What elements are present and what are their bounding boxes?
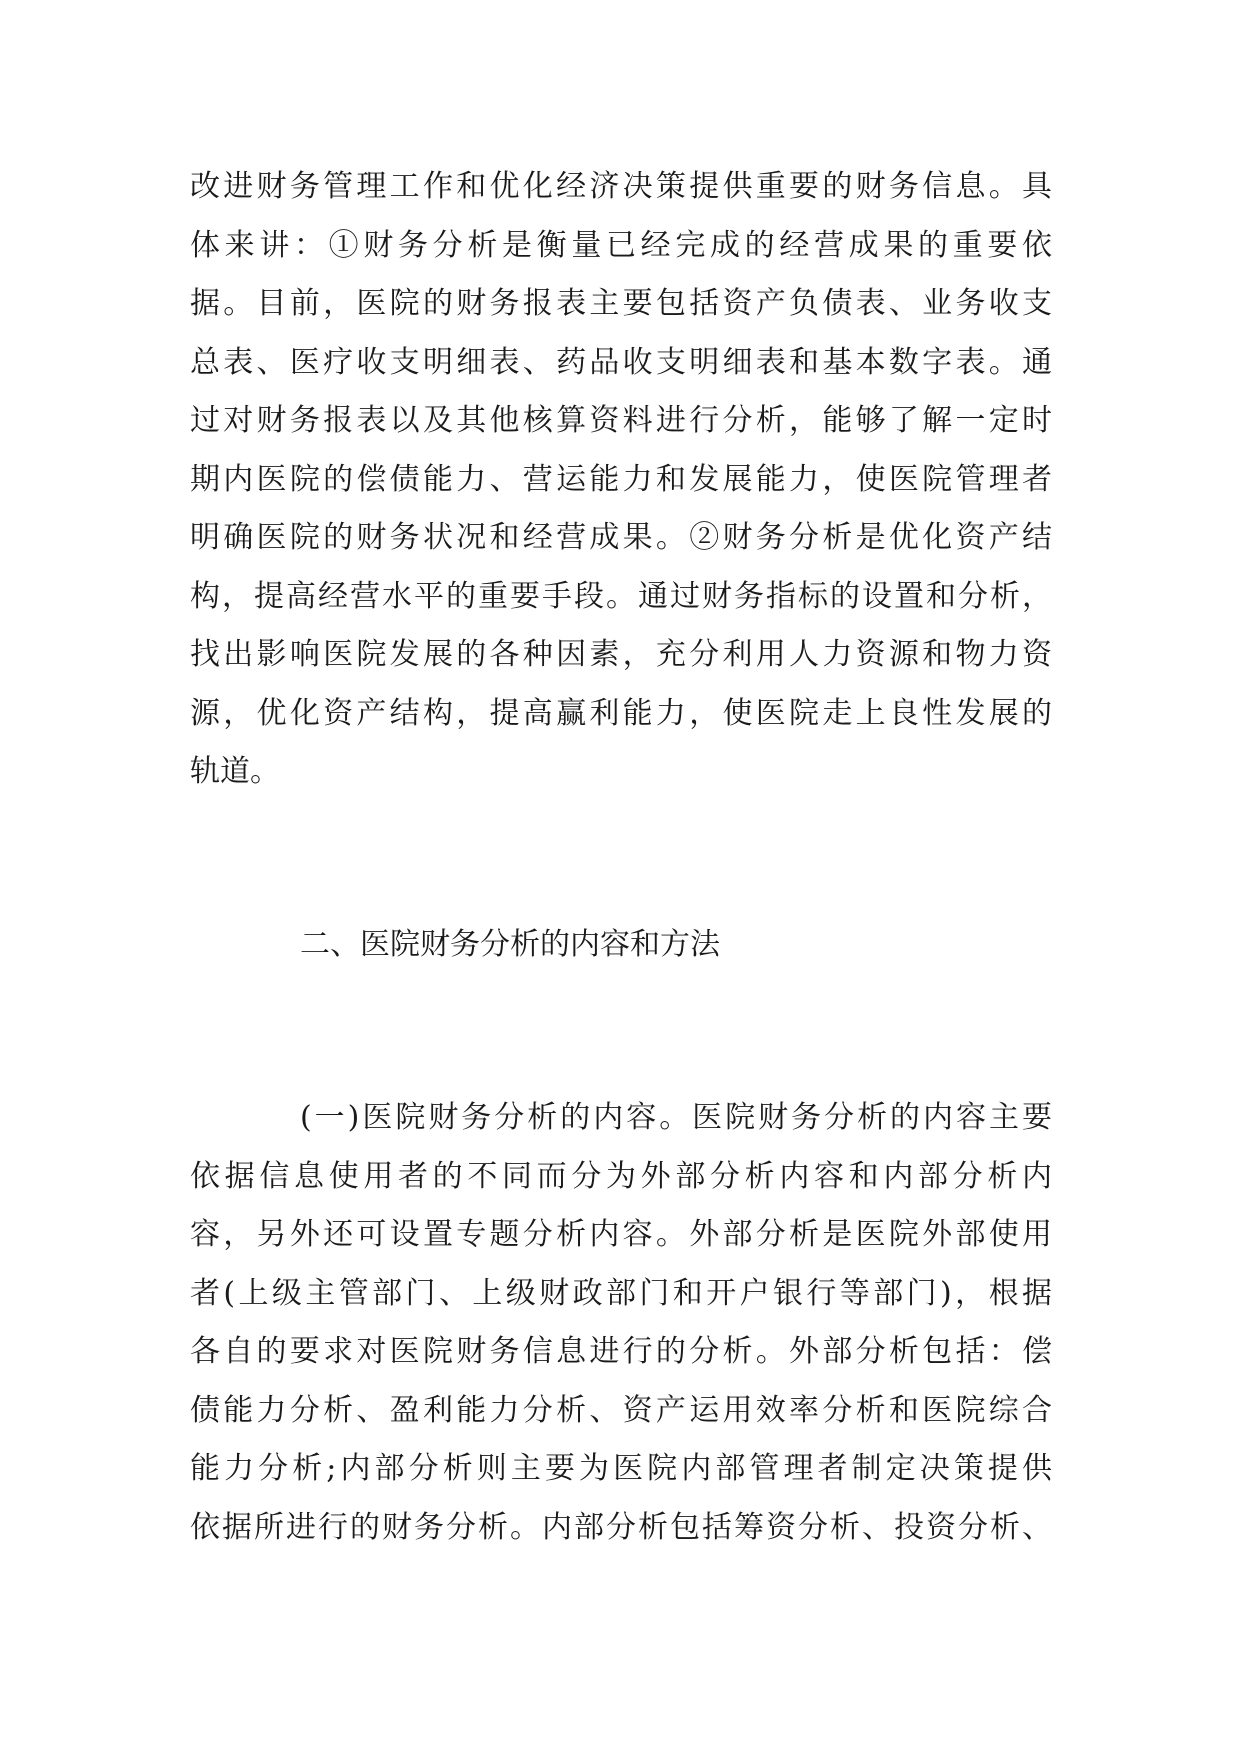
paragraph-2-line-3: 容，另外还可设置专题分析内容。外部分析是医院外部使用 <box>190 1217 1052 1252</box>
paragraph-1-line-3: 据。目前，医院的财务报表主要包括资产负债表、业务收支 <box>190 286 1052 321</box>
paragraph-2-line-7: 能力分析;内部分析则主要为医院内部管理者制定决策提供 <box>190 1451 1052 1486</box>
paragraph-1-line-7: 明确医院的财务状况和经营成果。②财务分析是优化资产结 <box>190 520 1052 555</box>
paragraph-1-line-8: 构，提高经营水平的重要手段。通过财务指标的设置和分析， <box>190 579 1052 614</box>
paragraph-1-line-2: 体来讲：①财务分析是衡量已经完成的经营成果的重要依 <box>190 228 1052 263</box>
paragraph-2-line-5: 各自的要求对医院财务信息进行的分析。外部分析包括：偿 <box>190 1334 1052 1369</box>
paragraph-2-line-6: 债能力分析、盈利能力分析、资产运用效率分析和医院综合 <box>190 1393 1052 1428</box>
paragraph-1-line-6: 期内医院的偿债能力、营运能力和发展能力，使医院管理者 <box>190 462 1052 497</box>
paragraph-1-line-10: 源，优化资产结构，提高赢利能力，使医院走上良性发展的 <box>190 696 1052 731</box>
paragraph-1-line-11: 轨道。 <box>190 754 280 789</box>
paragraph-1-line-4: 总表、医疗收支明细表、药品收支明细表和基本数字表。通 <box>190 345 1052 380</box>
paragraph-1-line-5: 过对财务报表以及其他核算资料进行分析，能够了解一定时 <box>190 403 1052 438</box>
section-heading: 二、医院财务分析的内容和方法 <box>300 927 720 962</box>
paragraph-2-line-1: (一)医院财务分析的内容。医院财务分析的内容主要 <box>300 1100 1052 1135</box>
paragraph-2-line-8: 依据所进行的财务分析。内部分析包括筹资分析、投资分析、 <box>190 1510 1052 1545</box>
paragraph-2-line-4: 者(上级主管部门、上级财政部门和开户银行等部门)，根据 <box>190 1276 1052 1311</box>
paragraph-1-line-1: 改进财务管理工作和优化经济决策提供重要的财务信息。具 <box>190 169 1052 204</box>
paragraph-1-line-9: 找出影响医院发展的各种因素，充分利用人力资源和物力资 <box>190 637 1052 672</box>
paragraph-2-line-2: 依据信息使用者的不同而分为外部分析内容和内部分析内 <box>190 1159 1052 1194</box>
